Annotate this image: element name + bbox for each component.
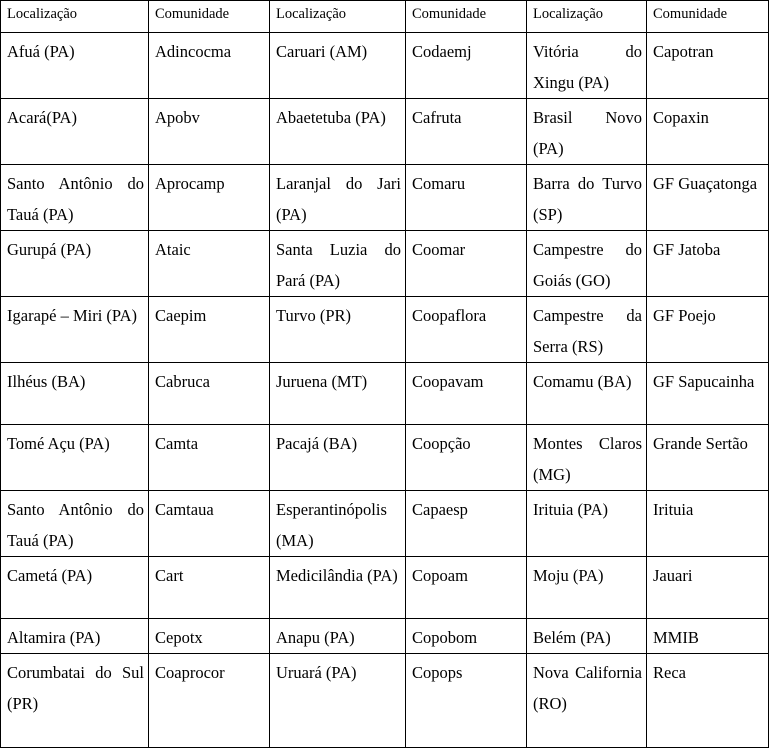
community-cell: Cafruta [406,99,527,165]
community-cell: Copaxin [647,99,769,165]
location-cell: Caruari (AM) [270,33,406,99]
community-cell: Coomar [406,231,527,297]
community-cell: Coopção [406,425,527,491]
community-cell: Codaemj [406,33,527,99]
location-cell: Corumbatai do Sul (PR) [1,654,149,748]
community-cell: Cart [149,557,270,619]
table-row [1,654,769,748]
community-cell: Adincocma [149,33,270,99]
community-cell: GF Jatoba [647,231,769,297]
community-cell: Copobom [406,619,527,654]
column-header: Comunidade [149,1,270,33]
location-cell: Gurupá (PA) [1,231,149,297]
community-cell: Caepim [149,297,270,363]
table-row [1,297,769,363]
location-cell: Santo Antônio do Tauá (PA) [1,491,149,557]
community-cell: Comaru [406,165,527,231]
location-cell: Brasil Novo (PA) [527,99,647,165]
community-cell: Camta [149,425,270,491]
location-cell: Santa Luzia do Pará (PA) [270,231,406,297]
location-cell: Irituia (PA) [527,491,647,557]
location-cell: Vitória do Xingu (PA) [527,33,647,99]
location-cell: Campestre da Serra (RS) [527,297,647,363]
community-cell: Reca [647,654,769,748]
location-cell: Turvo (PR) [270,297,406,363]
community-cell: Coaprocor [149,654,270,748]
community-cell: Capotran [647,33,769,99]
table-row [1,425,769,491]
location-cell: Pacajá (BA) [270,425,406,491]
table-row [1,231,769,297]
community-cell: Ataic [149,231,270,297]
location-cell: Barra do Turvo (SP) [527,165,647,231]
location-cell: Nova California (RO) [527,654,647,748]
table-row [1,165,769,231]
community-cell: Capaesp [406,491,527,557]
location-cell: Santo Antônio do Tauá (PA) [1,165,149,231]
location-cell: Acará(PA) [1,99,149,165]
location-cell: Esperantinópolis (MA) [270,491,406,557]
location-cell: Comamu (BA) [527,363,647,425]
location-cell: Montes Claros (MG) [527,425,647,491]
community-cell: Copops [406,654,527,748]
column-header: Localização [1,1,149,33]
community-cell: Grande Sertão [647,425,769,491]
location-cell: Campestre do Goiás (GO) [527,231,647,297]
table-row [1,491,769,557]
community-cell: Irituia [647,491,769,557]
table-row [1,99,769,165]
location-cell: Laranjal do Jari (PA) [270,165,406,231]
community-cell: GF Poejo [647,297,769,363]
community-cell: Jauari [647,557,769,619]
community-cell: Cepotx [149,619,270,654]
community-cell: Apobv [149,99,270,165]
header-row [1,1,769,33]
community-cell: Camtaua [149,491,270,557]
location-cell: Moju (PA) [527,557,647,619]
location-cell: Igarapé – Miri (PA) [1,297,149,363]
location-cell: Altamira (PA) [1,619,149,654]
location-cell: Anapu (PA) [270,619,406,654]
location-cell: Abaetetuba (PA) [270,99,406,165]
location-cell: Medicilândia (PA) [270,557,406,619]
table-row [1,619,769,654]
community-cell: MMIB [647,619,769,654]
community-cell: Coopaflora [406,297,527,363]
table-row [1,363,769,425]
location-cell: Afuá (PA) [1,33,149,99]
column-header: Localização [527,1,647,33]
column-header: Localização [270,1,406,33]
community-cell: Aprocamp [149,165,270,231]
community-cell: GF Sapucainha [647,363,769,425]
location-cell: Uruará (PA) [270,654,406,748]
community-cell: Cabruca [149,363,270,425]
location-cell: Juruena (MT) [270,363,406,425]
table-row [1,557,769,619]
location-cell: Belém (PA) [527,619,647,654]
location-cell: Cametá (PA) [1,557,149,619]
location-cell: Ilhéus (BA) [1,363,149,425]
table-row [1,33,769,99]
community-cell: Copoam [406,557,527,619]
community-cell: Coopavam [406,363,527,425]
column-header: Comunidade [406,1,527,33]
location-cell: Tomé Açu (PA) [1,425,149,491]
column-header: Comunidade [647,1,769,33]
community-cell: GF Guaçatonga [647,165,769,231]
